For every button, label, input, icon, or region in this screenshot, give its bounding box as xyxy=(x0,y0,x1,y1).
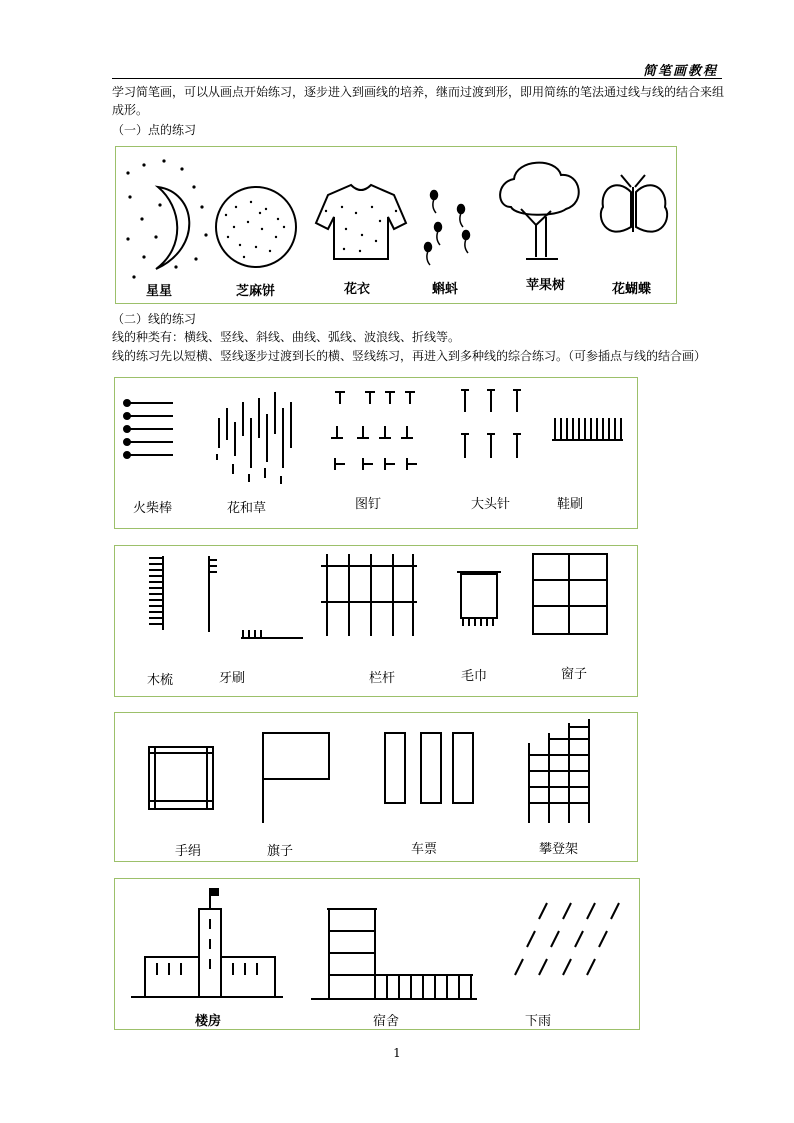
ticket-icon xyxy=(385,733,473,803)
tadpoles-icon xyxy=(425,191,470,266)
caption-thumbtack: 图钉 xyxy=(355,497,382,512)
butterfly-left-wing-icon xyxy=(601,185,631,231)
intro-paragraph: 学习简笔画，可以从画点开始练习，逐步进入到画线的培养，继而过渡到形，即用简练的笔法通过线与线的结合来组成形。 xyxy=(112,85,725,117)
line-practice-panel-4 xyxy=(114,878,640,1030)
handkerchief-icon xyxy=(149,747,213,809)
caption-building: 楼房 xyxy=(195,1014,222,1029)
section1-heading: （一）点的练习 xyxy=(112,123,197,137)
line-practice-illustrations-4 xyxy=(115,879,639,1029)
line-practice-illustrations-2 xyxy=(115,546,637,696)
caption-tadpole: 蝌蚪 xyxy=(432,282,459,297)
matchstick-icon xyxy=(124,400,173,458)
railing-icon xyxy=(321,554,417,636)
climbing-frame-icon xyxy=(529,719,589,823)
grass-icon xyxy=(217,392,291,484)
caption-handkerchief: 手绢 xyxy=(175,844,202,859)
pin-icon xyxy=(461,390,521,458)
line-practice-panel-1 xyxy=(114,377,638,529)
rain-icon xyxy=(515,903,619,975)
caption-flower-shirt: 花衣 xyxy=(344,282,371,297)
caption-comb: 木梳 xyxy=(147,673,174,688)
caption-star: 星星 xyxy=(146,284,173,299)
caption-towel: 毛巾 xyxy=(461,669,488,684)
window-icon xyxy=(533,554,607,634)
caption-flag: 旗子 xyxy=(267,844,294,859)
shirt-icon xyxy=(316,185,406,259)
line-practice-panel-2 xyxy=(114,545,638,697)
line-types-text: 线的种类有：横线、竖线、斜线、曲线、弧线、波浪线、折线等。 xyxy=(112,330,461,344)
line-practice-illustrations-3 xyxy=(115,713,637,861)
page-header xyxy=(112,58,722,79)
caption-butterfly: 花蝴蝶 xyxy=(612,282,652,297)
caption-toothbrush: 牙刷 xyxy=(219,671,246,686)
line-practice-illustrations-1 xyxy=(115,378,637,528)
caption-window: 窗子 xyxy=(561,667,588,682)
butterfly-right-wing-icon xyxy=(636,185,667,231)
moon-icon xyxy=(156,187,189,269)
caption-flower-grass: 花和草 xyxy=(227,501,267,516)
comb-icon xyxy=(149,556,163,630)
dot-practice-illustrations xyxy=(116,147,676,303)
section2-heading: （二）线的练习 xyxy=(112,312,197,326)
caption-shoe-brush: 鞋刷 xyxy=(557,497,584,512)
caption-climbing-frame: 攀登架 xyxy=(539,842,579,857)
building-icon xyxy=(131,889,283,997)
header-title: 简笔画教程 xyxy=(642,64,718,79)
tree-trunk-icon xyxy=(521,209,551,257)
tree-crown-icon xyxy=(500,163,579,215)
caption-ticket: 车票 xyxy=(411,842,438,857)
towel-icon xyxy=(457,572,501,626)
thumbtack-icon xyxy=(331,392,417,470)
caption-matchstick: 火柴棒 xyxy=(133,501,173,516)
toothbrush-icon xyxy=(209,556,303,638)
caption-rain: 下雨 xyxy=(525,1014,552,1029)
line-practice-panel-3 xyxy=(114,712,638,862)
dot-practice-panel xyxy=(115,146,677,304)
caption-sesame-cake: 芝麻饼 xyxy=(236,284,276,299)
page-number: 1 xyxy=(393,1046,401,1060)
caption-railing: 栏杆 xyxy=(369,671,396,686)
line-method-text: 线的练习先以短横、竖线逐步过渡到长的横、竖线练习，再进入到多种线的综合练习。（可参插点与线的结合画） xyxy=(112,349,707,363)
caption-pin: 大头针 xyxy=(471,497,511,512)
flag-icon xyxy=(263,733,329,823)
caption-dormitory: 宿舍 xyxy=(373,1014,400,1029)
shoe-brush-icon xyxy=(552,418,623,440)
caption-apple-tree: 苹果树 xyxy=(526,278,566,293)
dormitory-icon xyxy=(311,909,477,999)
